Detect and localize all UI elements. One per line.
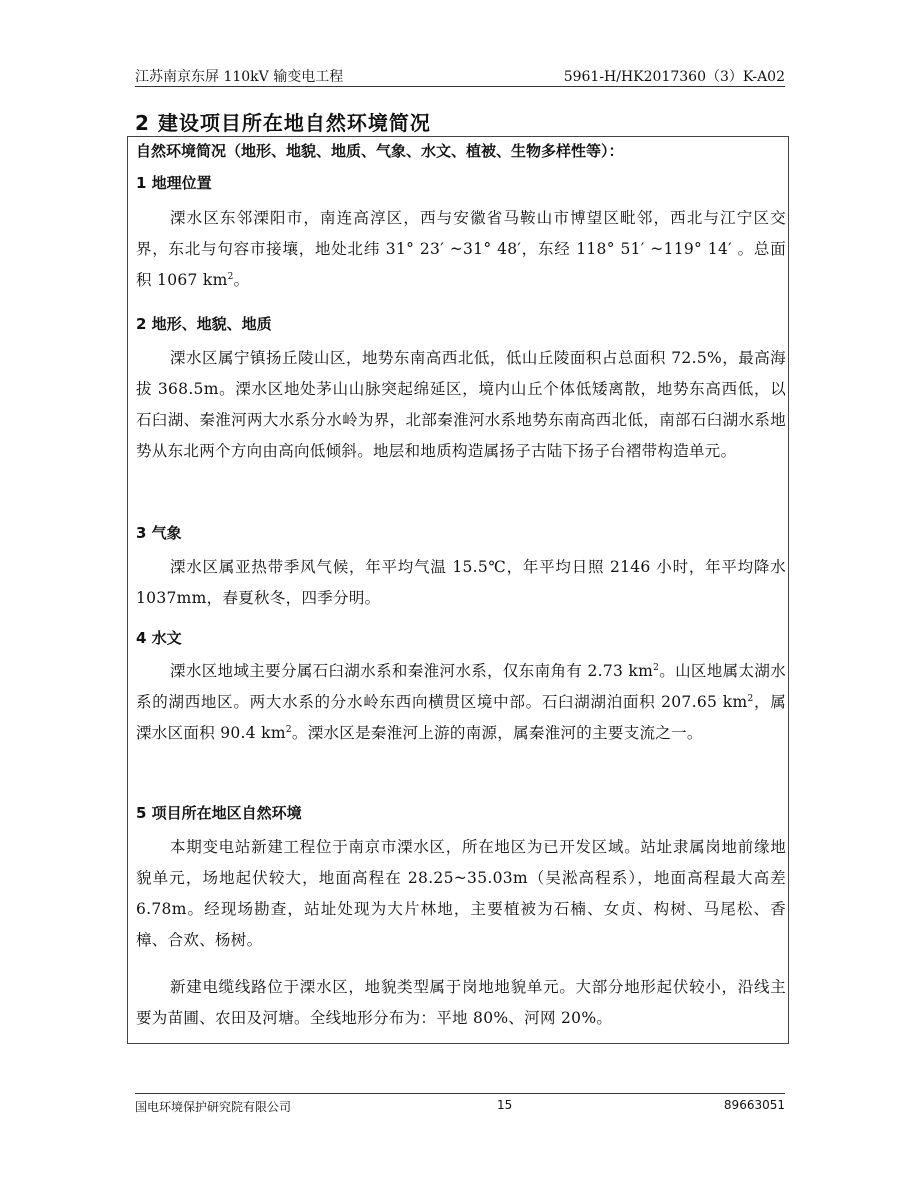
header-divider	[135, 86, 785, 87]
section-title: 2 建设项目所在地自然环境简况	[135, 111, 431, 135]
paragraph-geographic-location: 溧水区东邻溧阳市，南连高淳区，西与安徽省马鞍山市博望区毗邻，西北与江宁区交界，东北与句容市接壤，地处北纬 31° 23′ ~31° 48′，东经 118° 51′ ~119° 14′ 。总面积 1067 $km^2$。	[136, 209, 786, 289]
superscript: 2	[227, 271, 234, 282]
intro-heading: 自然环境简况（地形、地貌、地质、气象、水文、植被、生物多样性等）：	[136, 142, 624, 160]
header-project-name: 江苏南京东屏 110kV 输变电工程	[135, 69, 344, 85]
page-footer	[135, 1098, 785, 1116]
paragraph-substation-site: 本期变电站新建工程位于南京市溧水区，所在地区为已开发区域。站址隶属岗地前缘地貌单元，场地起伏较大，地面高程在 28.25~35.03m（吴淞高程系），地面高程最大高差 6.78m。经现场勘查，站址处现为大片林地，主要植被为石楠、女贞、构树、马尾松、香樟、合欢、杨树。	[136, 838, 786, 949]
footer-phone-number: 89663051	[723, 1098, 785, 1112]
heading-project-area-environment: 5 项目所在地区自然环境	[136, 804, 302, 822]
superscript: 2	[747, 693, 754, 704]
heading-climate: 3 气象	[136, 524, 182, 542]
header-document-code: 5961-H/HK2017360（3）K-A02	[563, 69, 785, 85]
page-header	[135, 62, 785, 86]
heading-terrain-geology: 2 地形、地貌、地质	[136, 315, 272, 333]
superscript: 2	[285, 724, 292, 735]
footer-organization: 国电环境保护研究院有限公司	[135, 1100, 292, 1114]
superscript: 2	[653, 662, 660, 673]
paragraph-terrain-geology: 溧水区属宁镇扬丘陵山区，地势东南高西北低，低山丘陵面积占总面积 72.5%，最高海拔 368.5m。溧水区地处茅山山脉突起绵延区，境内山丘个体低矮离散，地势东高西低，以石臼湖、秦淮河两大水系分水岭为界，北部秦淮河水系地势东南高西北低，南部石臼湖水系地势从东北两个方向由高向低倾斜。地层和地质构造属扬子古陆下扬子台褶带构造单元。	[136, 349, 786, 460]
footer-page-number: 15	[497, 1098, 513, 1112]
heading-hydrology: 4 水文	[136, 629, 182, 647]
footer-divider	[135, 1093, 785, 1094]
paragraph-hydrology: 溧水区地域主要分属石臼湖水系和秦淮河水系，仅东南角有 2.73 $km^2$。山区地属太湖水系的湖西地区。两大水系的分水岭东西向横贯区境中部。石臼湖湖泊面积 207.65 $km^2$，属溧水区面积 90.4 $km^2$。溧水区是秦淮河上游的南源，属秦淮河的主要支流之一。	[136, 662, 786, 742]
paragraph-climate: 溧水区属亚热带季风气候，年平均气温 15.5℃，年平均日照 2146 小时，年平均降水 1037mm，春夏秋冬，四季分明。	[136, 558, 786, 607]
paragraph-cable-route: 新建电缆线路位于溧水区，地貌类型属于岗地地貌单元。大部分地形起伏较小，沿线主要为苗圃、农田及河塘。全线地形分布为：平地 80%、河网 20%。	[136, 978, 786, 1027]
heading-geographic-location: 1 地理位置	[136, 174, 212, 192]
